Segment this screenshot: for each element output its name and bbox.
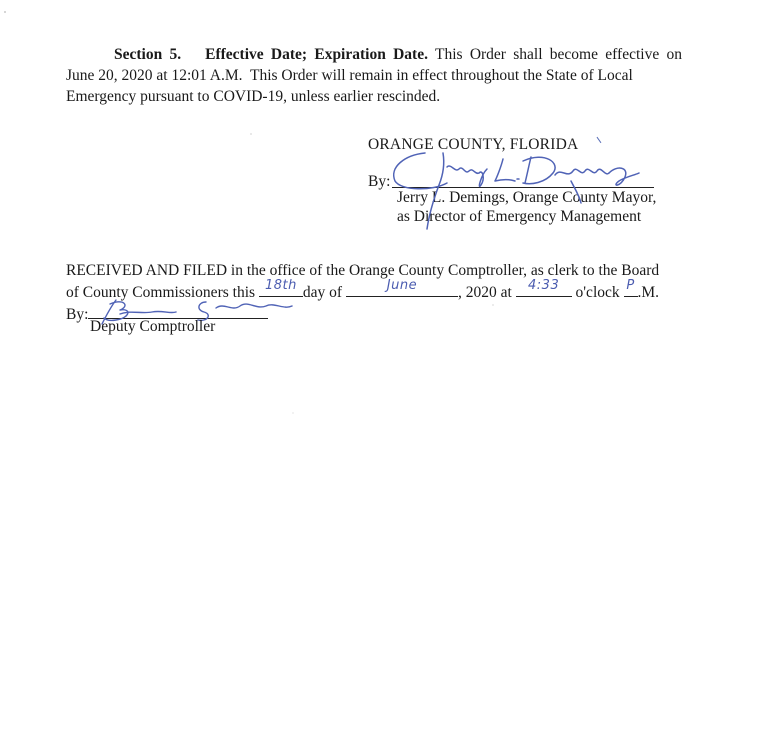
deputy-by-label: By:: [66, 306, 89, 323]
filed-line-2-a: of County Commissioners this: [66, 284, 256, 301]
mayor-by-label: By:: [368, 173, 391, 190]
ampm-blank: [624, 280, 638, 297]
time-blank: [516, 280, 572, 297]
day-handwritten: 18th: [264, 278, 297, 293]
section-5-line-3: Emergency pursuant to COVID-19, unless earlier rescinded.: [66, 88, 441, 105]
scan-speck: [250, 133, 252, 135]
section-5-line-2: June 20, 2020 at 12:01 A.M. This Order will remain in effect throughout the State of Local: [66, 67, 633, 84]
mayor-title-line: as Director of Emergency Management: [397, 208, 642, 225]
filed-line-2-b: day of: [302, 284, 343, 301]
deputy-comptroller-label: Deputy Comptroller: [90, 318, 216, 335]
month-handwritten: June: [386, 278, 418, 293]
section-number: Section 5.: [114, 46, 182, 63]
scan-speck: [4, 11, 6, 13]
filed-line-2-e: .M.: [637, 284, 660, 301]
filed-line-2-d: o'clock: [575, 284, 620, 301]
section-5-line-1: [66, 44, 682, 65]
filed-line-2-c: , 2020 at: [457, 284, 512, 301]
month-blank: [346, 280, 458, 297]
mayor-name-line: Jerry L. Demings, Orange County Mayor,: [397, 189, 657, 206]
section-line-1-text: This Order shall become effective on: [434, 46, 682, 63]
section-title: Effective Date; Expiration Date.: [205, 46, 428, 63]
mayor-signature: [385, 145, 645, 235]
county-name: ORANGE COUNTY, FLORIDA: [368, 136, 579, 153]
filed-line-1: RECEIVED AND FILED in the office of the Orange County Comptroller, as clerk to the Board: [66, 262, 660, 279]
pen-tick-mark: [597, 134, 606, 143]
section-5-paragraph: [66, 44, 682, 107]
ampm-handwritten: P: [626, 278, 635, 293]
time-handwritten: 4:33: [528, 278, 560, 293]
scan-speck: [292, 412, 294, 414]
